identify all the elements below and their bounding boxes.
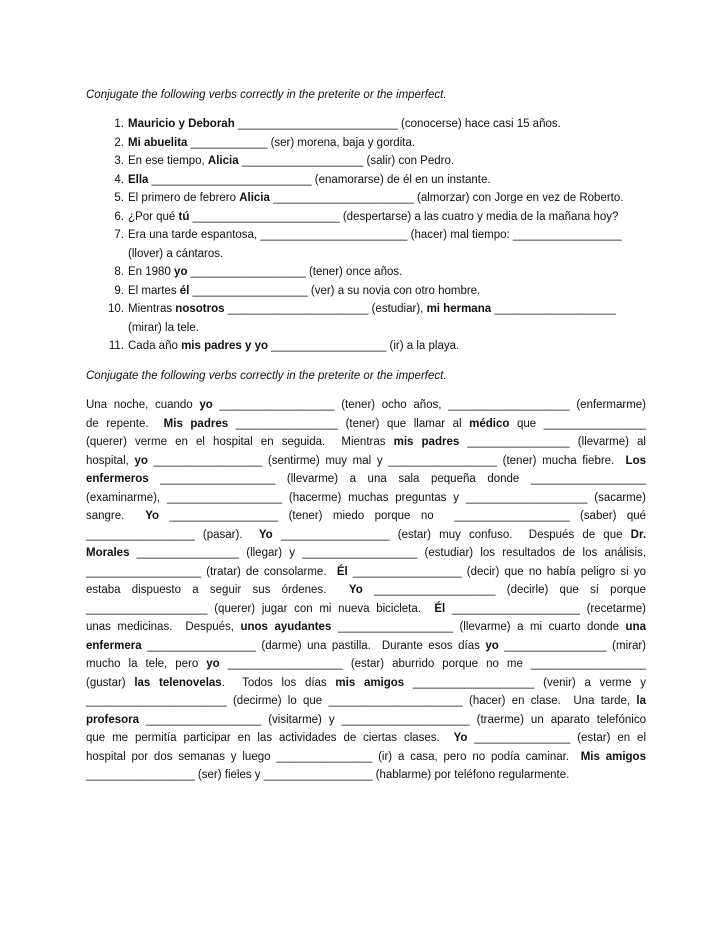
sentence-text: _________________ (pasar). [86, 528, 259, 541]
exercise-item [86, 115, 646, 134]
sentence-text: . Todos los días [221, 676, 336, 689]
paragraph-line [86, 581, 646, 600]
item-number: 9. [114, 284, 124, 297]
exercise-list [86, 115, 646, 356]
bold-subject: Alicia [207, 155, 239, 167]
sentence-text: hospital por dos semanas y luego _______________ (ir) a casa, pero no podía caminar. [86, 750, 581, 763]
item-number: 3. [114, 155, 124, 167]
sentence-text: estaba dispuesto a seguir sus órdenes. [86, 584, 349, 596]
paragraph-line [86, 563, 646, 582]
sentence-text: _________________ (tener) miedo porque no __________________ (saber) qué [159, 510, 647, 522]
sentence-text: __________________ (tener) ocho años, ___________________ (enfermarme) [212, 399, 646, 411]
bold-subject: enfermera [86, 639, 142, 652]
item-line [128, 245, 646, 264]
sentence-text: __________________ (tener) once años. [187, 266, 403, 278]
sentence-text: ____________ (ser) morena, baja y gordita. [187, 136, 416, 149]
paragraph-line [86, 600, 646, 619]
sentence-text: ¿Por qué [128, 210, 179, 223]
bold-subject: enfermeros [86, 473, 149, 485]
paragraph-line [86, 748, 646, 767]
sentence-text: mucho la tele, pero [86, 658, 207, 670]
exercise-item [86, 263, 646, 282]
bold-subject: yo [206, 658, 220, 670]
sentence-text: __________________ (ver) a su novia con otro hombre. [189, 284, 481, 297]
item-number: 2. [114, 136, 124, 149]
sentence-text: de repente. [86, 417, 164, 430]
bold-subject: una [625, 621, 646, 633]
paragraph-line [86, 729, 646, 748]
sentence-text: hospital, [86, 454, 135, 467]
paragraph-line [86, 618, 646, 637]
paragraph-line [86, 711, 646, 730]
sentence-text: Una noche, cuando [86, 399, 200, 411]
paragraph-line [86, 507, 646, 526]
exercise-item [86, 152, 646, 171]
item-line [128, 171, 646, 190]
exercise-item [86, 134, 646, 153]
paragraph-line [86, 766, 646, 785]
item-number: 7. [114, 229, 124, 241]
sentence-text: Era una tarde espantosa, _______________________ (hacer) mal tiempo: _________________ [128, 229, 622, 241]
paragraph-line [86, 655, 646, 674]
exercise-item [86, 282, 646, 301]
sentence-text: que ________________ [509, 417, 647, 430]
sentence-text: ________________ (tener) que llamar al [228, 417, 470, 430]
sentence-text: Cada año [128, 340, 182, 352]
sentence-text: Mientras [128, 303, 176, 315]
item-number: 6. [114, 210, 124, 223]
bold-subject: yo [134, 454, 148, 467]
sentence-text: _______________ (estar) en el [467, 732, 646, 744]
bold-subject: Yo [145, 510, 160, 522]
sentence-text: ___________________ [491, 303, 616, 315]
sentence-text: (querer) verme en el hospital en seguida. Mientras [86, 436, 394, 448]
paragraph-line [86, 489, 646, 508]
sentence-text: El primero de febrero [128, 192, 240, 204]
item-line [128, 226, 646, 245]
bold-subject: Mi abuelita [128, 136, 188, 149]
sentence-text: (gustar) [86, 676, 135, 689]
exercise-item [86, 189, 646, 208]
exercise-item [86, 208, 646, 227]
bold-subject: la [636, 695, 646, 707]
sentence-text: __________________ (llevarme) a una sala pequeña donde __________________ [148, 473, 646, 485]
exercise-item [86, 171, 646, 190]
paragraph-line [86, 526, 646, 545]
sentence-text: En 1980 [128, 266, 175, 278]
item-number: 10. [108, 303, 124, 315]
bold-subject: Mis padres [163, 417, 229, 430]
sentence-text: (llover) a cántaros. [128, 247, 224, 260]
bold-subject: mi hermana [426, 303, 492, 315]
bold-subject: mis padres [393, 436, 460, 448]
item-number: 4. [114, 173, 124, 186]
bold-subject: profesora [86, 713, 140, 726]
item-number: 1. [114, 118, 124, 130]
bold-subject: tú [178, 210, 190, 223]
item-line [128, 152, 646, 171]
bold-subject: Alicia [239, 192, 270, 204]
sentence-text: __________________ (ir) a la playa. [268, 340, 460, 352]
bold-subject: mis padres y yo [181, 340, 269, 352]
sentence-text: _________________ (estar) muy confuso. Después de que [272, 528, 631, 541]
sentence-text: ________________ (llevarme) al [459, 436, 646, 448]
paragraph-line [86, 692, 646, 711]
item-line [128, 263, 646, 282]
sentence-text: __________________ (tratar) de consolarme. [86, 565, 337, 578]
sentence-text: ________________ (mirar) [498, 639, 647, 652]
sentence-text: __________________ (visitarme) y ____________________ (traerme) un aparato telefónico [139, 713, 646, 726]
bold-subject: unos ayudantes [240, 621, 332, 633]
sentence-text: que me permitía participar en las actividades de ciertas clases. [86, 732, 454, 744]
paragraph-line [86, 470, 646, 489]
instruction-section-1: Conjugate the following verbs correctly in the preterite or the imperfect. [86, 89, 447, 101]
bold-subject: Morales [86, 547, 130, 559]
sentence-text: ___________________ (querer) jugar con mi nueva bicicleta. [86, 602, 435, 615]
bold-subject: él [179, 284, 190, 297]
sentence-text: __________________ (estar) aburrido porque no me __________________ [219, 658, 646, 670]
paragraph-line [86, 396, 646, 415]
sentence-text: ____________________ (recetarme) [445, 602, 646, 615]
item-number: 8. [114, 266, 124, 278]
bold-subject: Yo [348, 584, 363, 596]
sentence-text: ________________ (llegar) y __________________ (estudiar) los resultados de los análisis, [129, 547, 646, 559]
sentence-text: ______________________ (decirme) lo que _____________________ (hacer) en clase. Una tarde, [86, 695, 637, 707]
story-paragraph [86, 396, 646, 785]
bold-subject: Mauricio y Deborah [128, 118, 235, 130]
sentence-text: (mirar) la tele. [128, 321, 199, 334]
bold-subject: yo [199, 399, 213, 411]
item-line [128, 189, 646, 208]
paragraph-line [86, 544, 646, 563]
exercise-item [86, 337, 646, 356]
sentence-text: El martes [128, 284, 180, 297]
sentence-text: _________________________ (enamorarse) de él en un instante. [148, 173, 491, 186]
sentence-text: ___________________ (salir) con Pedro. [238, 155, 455, 167]
bold-subject: Él [434, 602, 446, 615]
sentence-text: En ese tiempo, [128, 155, 208, 167]
bold-subject: Ella [128, 173, 149, 186]
bold-subject: Dr. [630, 528, 647, 541]
sentence-text: ___________________ (venir) a verme y [404, 676, 646, 689]
exercise-item [86, 300, 646, 337]
sentence-text: _________________ (ser) fieles y _________________ (hablarme) por teléfono regularmente. [86, 769, 570, 781]
item-line [128, 134, 646, 153]
paragraph-line [86, 674, 646, 693]
bold-subject: mis amigos [335, 676, 405, 689]
item-number: 5. [114, 192, 124, 204]
item-line [128, 337, 646, 356]
bold-subject: las telenovelas [134, 676, 222, 689]
bold-subject: yo [485, 639, 499, 652]
sentence-text: _________________ (sentirme) muy mal y _________________ (tener) mucha fiebre. [147, 454, 626, 467]
item-line [128, 319, 646, 338]
paragraph-line [86, 415, 646, 434]
sentence-text: ______________________ (almorzar) con Jorge en vez de Roberto. [269, 192, 624, 204]
bold-subject: Yo [453, 732, 468, 744]
paragraph-line [86, 433, 646, 452]
sentence-text: ___________________ (decirle) que sí porque [362, 584, 646, 596]
sentence-text: unas medicinas. Después, [86, 621, 241, 633]
sentence-text: sangre. [86, 510, 146, 522]
exercise-item [86, 226, 646, 263]
item-line [128, 282, 646, 301]
bold-subject: yo [174, 266, 188, 278]
item-number: 11. [108, 340, 124, 352]
sentence-text: ______________________ (estudiar), [224, 303, 427, 315]
sentence-text: _________________ (darme) una pastilla. Durante esos días [141, 639, 486, 652]
bold-subject: médico [469, 417, 510, 430]
bold-subject: Yo [258, 528, 273, 541]
paragraph-line [86, 452, 646, 471]
sentence-text: __________________ (llevarme) a mi cuarto donde [331, 621, 626, 633]
bold-subject: nosotros [175, 303, 225, 315]
bold-subject: Los [625, 454, 646, 467]
item-line [128, 115, 646, 134]
sentence-text: _________________ (decir) que no había peligro si yo [347, 565, 647, 578]
paragraph-line [86, 637, 646, 656]
item-line [128, 300, 646, 319]
item-line [128, 208, 646, 227]
sentence-text: _________________________ (conocerse) hace casi 15 años. [234, 118, 561, 130]
instruction-section-2: Conjugate the following verbs correctly in the preterite or the imperfect. [86, 370, 447, 382]
sentence-text: _______________________ (despertarse) a las cuatro y media de la mañana hoy? [189, 210, 619, 223]
bold-subject: Mis amigos [580, 750, 646, 763]
bold-subject: Él [336, 565, 348, 578]
sentence-text: (examinarme), __________________ (hacerme) muchas preguntas y ___________________ (sacarme) [86, 491, 646, 504]
